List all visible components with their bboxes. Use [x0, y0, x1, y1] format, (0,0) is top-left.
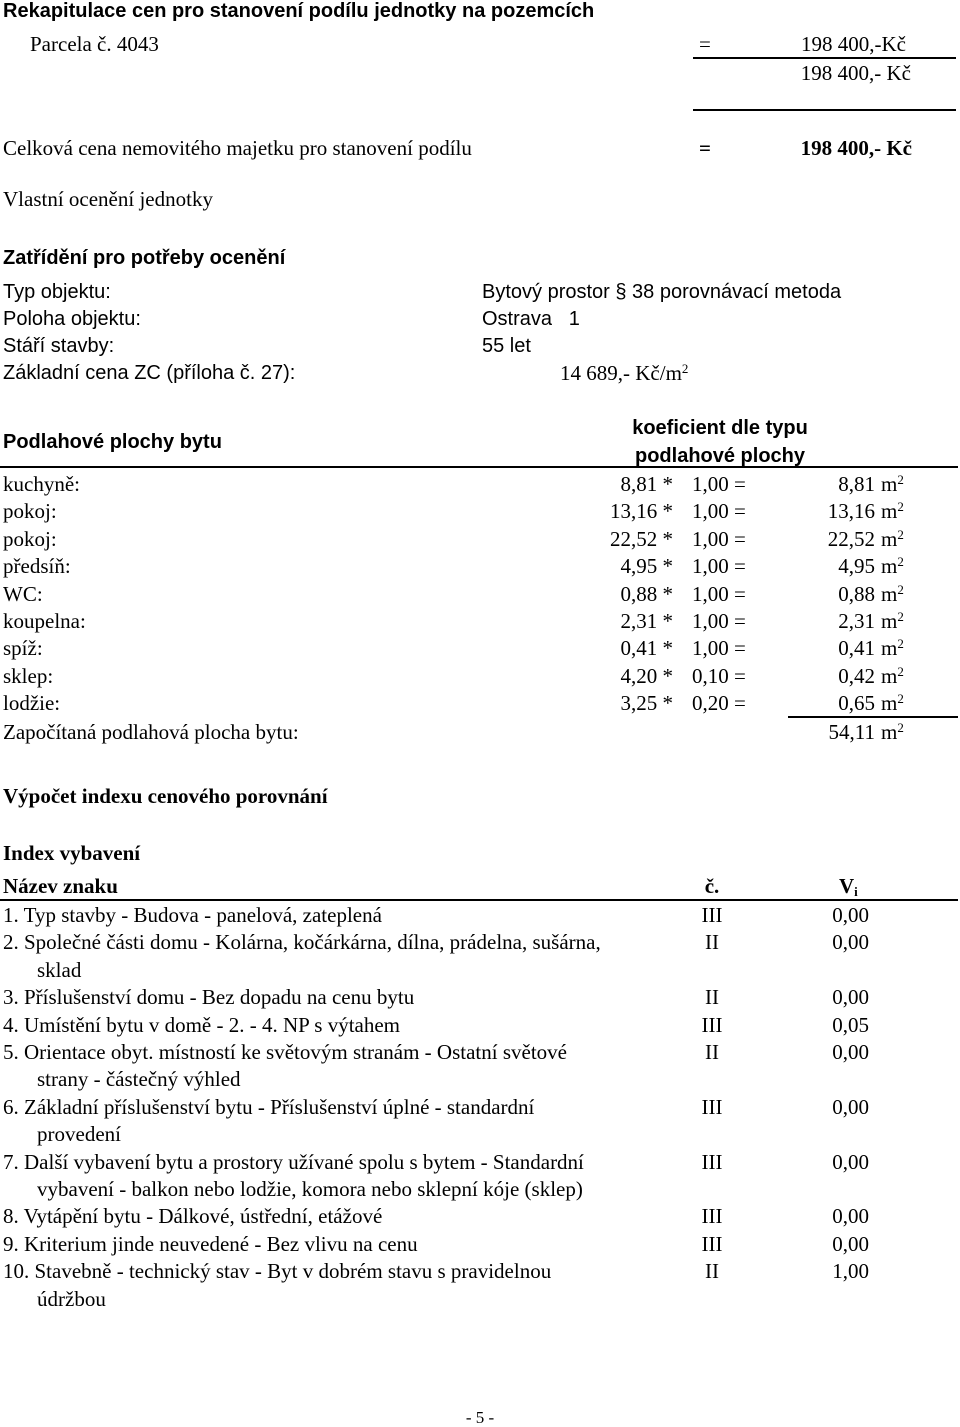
index-item-text: 9. Kriterium jinde neuvedené - Bez vlivu na cenu: [3, 1231, 418, 1256]
floor-row-area: 4,20 *: [620, 663, 673, 688]
col-v-header: $V_i$: [839, 874, 858, 899]
floor-row-unit: $m^2$: [881, 581, 904, 606]
total-label: Celková cena nemovitého majetku pro stanovení podílu: [3, 136, 472, 160]
floor-row-name: lodžie:: [3, 691, 61, 716]
floor-row-result: 4,95: [838, 554, 875, 579]
index-item-number: III: [701, 1094, 723, 1119]
base-price-label: Základní cena ZC (příloha č. 27):: [3, 362, 296, 384]
floor-row-area: 13,16 *: [610, 499, 673, 524]
index-item-number: II: [705, 1040, 719, 1064]
index-item-value: 0,05: [832, 1012, 869, 1037]
floor-row-unit: $m^2$: [881, 499, 904, 524]
floor-row-unit: $m^2$: [881, 554, 904, 579]
parcel-label: Parcela č. 4043: [30, 32, 159, 56]
index-item-text: vybavení - balkon nebo lodžie, komora nebo sklepní kóje (sklep): [37, 1177, 583, 1201]
index-item-text: údržbou: [37, 1286, 106, 1311]
location-label: Poloha objektu:: [3, 308, 141, 330]
floor-row-coef: 1,00 =: [692, 554, 746, 579]
floor-row-result: 0,41: [838, 636, 875, 661]
floor-total-unit: $m^2$: [881, 720, 904, 744]
floor-row-result: 2,31: [838, 609, 875, 633]
index-item-number: III: [701, 1231, 723, 1256]
floor-row-result: 22,52: [827, 526, 875, 551]
floor-row-unit: $m^2$: [881, 636, 904, 661]
col-no-header: č.: [704, 874, 720, 898]
total-value: 198 400,- Kč: [800, 136, 912, 160]
floor-row-name: koupelna:: [3, 609, 86, 633]
index-item-text: 3. Příslušenství domu - Bez dopadu na cenu bytu: [3, 985, 415, 1010]
page-number: - 5 -: [465, 1408, 495, 1427]
index-item-value: 0,00: [832, 1094, 869, 1119]
floor-row-area: 0,41 *: [620, 636, 673, 661]
floor-areas-heading: Podlahové plochy bytu: [3, 431, 222, 453]
floor-header-rule: [0, 466, 958, 468]
parcel-value: 198 400,-Kč: [801, 32, 906, 56]
index-item-text: provedení: [37, 1122, 121, 1147]
floor-row-result: 0,42: [838, 663, 875, 688]
index-item-number: II: [705, 930, 719, 955]
floor-row-result: 0,65: [838, 691, 875, 716]
index-item-text: 6. Základní příslušenství bytu - Příslušenství úplné - standardní: [3, 1094, 535, 1119]
floor-row-coef: 1,00 =: [692, 581, 746, 606]
index-item-number: II: [705, 985, 719, 1010]
location-value: Ostrava 1: [482, 308, 580, 330]
index-item-number: III: [701, 1149, 723, 1174]
own-valuation-heading: Vlastní ocenění jednotky: [3, 187, 213, 211]
recap-title: Rekapitulace cen pro stanovení podílu jednotky na pozemcích: [3, 0, 595, 22]
floor-row-result: 0,88: [838, 581, 875, 606]
floor-row-unit: $m^2$: [881, 472, 904, 496]
floor-row-area: 3,25 *: [620, 691, 673, 716]
floor-total-rule: [788, 716, 958, 718]
floor-row-coef: 1,00 =: [692, 636, 746, 661]
floor-row-name: WC:: [3, 581, 43, 606]
equipment-index-heading: Index vybavení: [3, 841, 141, 865]
floor-row-unit: $m^2$: [881, 609, 904, 633]
floor-total-label: Započítaná podlahová plocha bytu:: [3, 720, 299, 744]
floor-row-result: 13,16: [827, 499, 875, 524]
floor-row-area: 22,52 *: [610, 526, 673, 551]
index-item-text: 4. Umístění bytu v domě - 2. - 4. NP s výtahem: [3, 1012, 401, 1037]
floor-row-name: předsíň:: [3, 554, 71, 579]
index-item-text: 5. Orientace obyt. místností ke světovým stranám - Ostatní světové: [3, 1040, 567, 1064]
floor-row-area: 2,31 *: [620, 609, 673, 633]
age-label: Stáří stavby:: [3, 335, 115, 357]
index-item-text: 2. Společné části domu - Kolárna, kočárkárna, dílna, prádelna, sušárna,: [3, 930, 601, 955]
floor-row-name: kuchyně:: [3, 472, 80, 496]
floor-row-coef: 1,00 =: [692, 526, 746, 551]
floor-row-coef: 0,20 =: [692, 691, 746, 716]
col-name-header: Název znaku: [3, 874, 118, 898]
index-item-value: 0,00: [832, 930, 869, 955]
total-equals: =: [699, 136, 711, 160]
parcel-equals: =: [699, 32, 711, 56]
floor-row-name: pokoj:: [3, 499, 57, 524]
floor-row-result: 8,81: [838, 472, 875, 496]
index-item-value: 0,00: [832, 903, 869, 927]
floor-row-coef: 1,00 =: [692, 609, 746, 633]
index-item-number: III: [701, 1204, 723, 1229]
age-value: 55 let: [482, 335, 531, 357]
coef-heading-1: koeficient dle typu: [632, 417, 808, 439]
index-item-number: III: [701, 1012, 723, 1037]
parcel-underline: [693, 57, 956, 59]
index-item-text: 1. Typ stavby - Budova - panelová, zateplená: [3, 903, 382, 927]
floor-row-unit: $m^2$: [881, 663, 904, 688]
index-item-value: 0,00: [832, 1149, 869, 1174]
classification-heading: Zatřídění pro potřeby ocenění: [3, 247, 286, 269]
index-item-value: 0,00: [832, 1231, 869, 1256]
object-type-value: Bytový prostor § 38 porovnávací metoda: [482, 281, 842, 303]
floor-row-name: sklep:: [3, 663, 54, 688]
index-item-value: 0,00: [832, 1040, 869, 1064]
index-item-text: 7. Další vybavení bytu a prostory užívané spolu s bytem - Standardní: [3, 1149, 584, 1174]
floor-row-name: pokoj:: [3, 526, 57, 551]
parcel-subtotal: 198 400,- Kč: [800, 61, 911, 85]
index-item-text: 10. Stavebně - technický stav - Byt v dobrém stavu s pravidelnou: [3, 1259, 552, 1284]
floor-row-name: spíž:: [3, 636, 43, 661]
coef-heading-2: podlahové plochy: [634, 445, 806, 467]
floor-row-coef: 1,00 =: [692, 472, 746, 496]
floor-total-value: 54,11: [828, 720, 875, 744]
object-type-label: Typ objektu:: [3, 281, 111, 303]
floor-row-area: 0,88 *: [620, 581, 673, 606]
index-heading: Výpočet indexu cenového porovnání: [3, 784, 328, 808]
index-header-rule: [0, 899, 958, 901]
floor-row-unit: $m^2$: [881, 526, 904, 551]
index-item-number: III: [701, 903, 723, 927]
floor-row-area: 8,81 *: [620, 472, 673, 496]
base-price-value: 14 689,- $Kč/m^2$: [560, 361, 689, 385]
floor-row-unit: $m^2$: [881, 691, 904, 716]
floor-row-area: 4,95 *: [620, 554, 673, 579]
subtotal-underline: [693, 109, 956, 111]
index-item-text: strany - částečný výhled: [37, 1067, 241, 1092]
index-item-text: sklad: [37, 957, 82, 982]
floor-row-coef: 0,10 =: [692, 663, 746, 688]
floor-row-coef: 1,00 =: [692, 499, 746, 524]
index-item-value: 0,00: [832, 985, 869, 1010]
index-item-value: 0,00: [832, 1204, 869, 1229]
index-item-value: 1,00: [832, 1259, 869, 1284]
index-item-number: II: [705, 1259, 719, 1284]
index-item-text: 8. Vytápění bytu - Dálkové, ústřední, etážové: [3, 1204, 383, 1229]
